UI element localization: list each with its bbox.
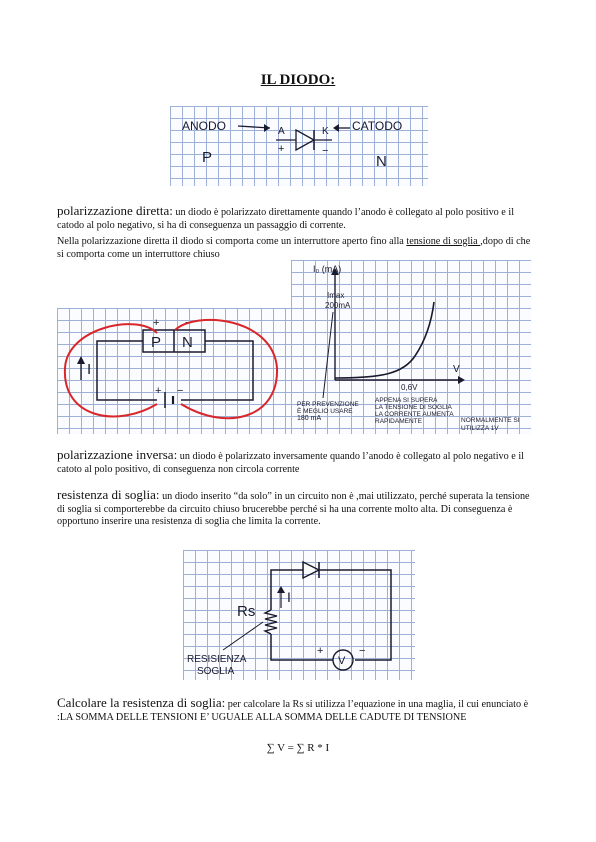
diode-symbol-figure [170,106,428,186]
threshold-resistance-paragraph [57,489,537,529]
note3-line1: NORMALMENTE SI [461,417,520,424]
calc-threshold-text: per calcolare la Rs si utilizza l’equazione in una maglia, il cui enunciato è :LA SOMMA DELLE TENSIONI E’ UGUALE ALLA SOMMA DELLE CADUTE DI TENSIONE [57,699,529,723]
note2-line3: 180 mA [297,415,322,422]
iv-graph-drawing [291,260,531,434]
a-label: A [278,126,285,137]
pn-minus-top: − [185,317,192,329]
note1-line3: LA CORRENTE AUMENTA [375,411,454,418]
imax-value: 200mA [325,301,351,310]
direct-polarization-text: un diodo è polarizzato direttamente quando l’anodo è collegato al polo positivo e il catodo al polo negativo, si ha di conseguenza un passaggio di corrente. [57,207,515,231]
pn-circuit-figure [57,308,291,434]
n-label: N [376,153,387,170]
imax-label: Imax [327,291,345,300]
note1-line1: APPENA SI SUPERA [375,397,438,404]
rs-current-label: I [287,589,291,605]
catodo-arrowhead [333,124,339,132]
threshold-resistance-text: un diodo inserito “da solo” in un circuito non è ,mai utilizzato, perché superata la tensione di soglia si comporterebbe da circuito chiuso brucerebbe perché si ha una corrente molto alta. Di conseguenza è opportuno inserire una resistenza di soglia che limita la corrente. [57,491,530,528]
pn-circuit-drawing [57,308,291,434]
pn-n-label: N [182,334,193,351]
direct-polarization-text-2b: ,dopo di che si comporta come un interruttore chiuso [57,236,531,260]
x-axis-label: V [453,364,460,375]
reverse-polarization-text: un diodo è polarizzato inversamente quando l’anodo è collegato al polo negativo e il catoto al polo positivo, di conseguenza non circola corrente [57,451,525,475]
reverse-polarization-paragraph [57,449,537,476]
rs-circuit-figure [183,550,415,680]
battery-plus: + [155,385,162,397]
page-title: IL DIODO: [260,72,336,88]
note2-line1: PER PREVENZIONE [297,401,359,408]
minus-label: − [322,145,329,157]
x-axis-arrowhead [458,376,465,384]
reverse-polarization-heading: polarizzazione inversa: [57,447,178,462]
threshold-label: 0,6V [401,383,418,392]
k-label: K [322,126,329,137]
voltmeter-v-label: V [338,655,346,667]
rs-caption-line2: SOGLIA [197,666,235,677]
rs-wire-bottom [271,634,333,660]
rs-label: Rs [237,603,256,620]
pn-p-label: P [151,334,162,351]
note1-line4: RAPIDAMENTE [375,418,422,425]
iv-graph-figure [291,260,531,434]
rs-current-arrowhead [277,586,285,593]
iv-curve [335,302,434,378]
calc-threshold-paragraph [57,697,537,724]
imax-arrow [323,312,333,398]
threshold-voltage-term: tensione di soglia [406,236,481,247]
diode-symbol-drawing [170,106,428,186]
direct-polarization-text-2a: Nella polarizzazione diretta il diodo si comporta come un interruttore aperto fino alla [57,236,407,247]
direct-polarization-paragraph [57,205,537,232]
anodo-label: ANODO [182,119,227,133]
note2-line2: È MEGLIO USARE [297,408,353,415]
voltmeter-minus: − [359,645,366,657]
p-label: P [202,149,213,166]
rs-caption-line1: RESISIENZA [187,654,247,665]
rs-pointer-line [223,622,263,650]
plus-label: + [278,143,285,155]
circuit-wire-left [97,341,157,400]
note3-line2: UTILIZZA 1V [461,425,499,432]
rs-wire-right [319,570,391,660]
voltmeter-plus: + [317,645,324,657]
rs-circuit-drawing [183,550,415,680]
current-arrowhead [77,356,85,364]
threshold-resistance-heading: resistenza di soglia: [57,487,160,502]
note1-line2: LA TENSIONE DI SOGLIA [375,404,452,411]
calc-threshold-heading: Calcolare la resistenza di soglia: [57,695,226,710]
rs-diode-triangle [303,562,319,578]
anodo-arrowhead [264,124,270,132]
catodo-label: CATODO [352,119,403,133]
battery-minus: − [177,385,184,397]
resistor-zigzag [265,610,277,634]
kirchhoff-formula: ∑ V = ∑ R * I [266,742,330,754]
current-label: I [87,361,92,378]
diode-triangle [296,130,314,150]
direct-polarization-paragraph-2 [57,236,537,261]
pn-plus-top: + [153,317,160,329]
direct-polarization-heading: polarizzazione diretta: [57,203,173,218]
y-axis-label: I₀ (mA) [313,264,342,274]
